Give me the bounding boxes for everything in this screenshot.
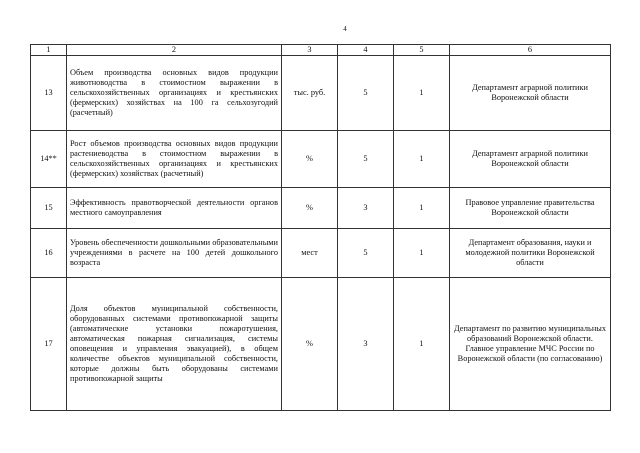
- indicator-text: Доля объектов муниципальной собственности, оборудованных системами противопожарной защиты (автоматические установки пожаротушения, автоматическая пожарная сигнализация, системы оповещения и управления эвакуацией), в общем количестве объектов муниципальной собственности, которые должны быть оборудованы системами противопожарной защиты: [67, 278, 282, 411]
- table-row: [31, 131, 611, 188]
- column-4-value: 3: [338, 188, 394, 229]
- table-row: [31, 278, 611, 411]
- indicator-text: Эффективность правотворческой деятельности органов местного самоуправления: [67, 188, 282, 229]
- header-cell: 4: [338, 45, 394, 56]
- unit-cell: %: [282, 188, 338, 229]
- row-number: 15: [31, 188, 67, 229]
- column-4-value: 5: [338, 229, 394, 278]
- responsible-department: Департамент образования, науки и молодежной политики Воронежской области: [450, 229, 611, 278]
- header-cell: 6: [450, 45, 611, 56]
- table-row: [31, 229, 611, 278]
- unit-cell: %: [282, 131, 338, 188]
- column-5-value: 1: [394, 56, 450, 131]
- header-cell: 2: [67, 45, 282, 56]
- row-number: 17: [31, 278, 67, 411]
- table-row: [31, 56, 611, 131]
- column-5-value: 1: [394, 278, 450, 411]
- responsible-department: Департамент по развитию муниципальных образований Воронежской области. Главное управление МЧС России по Воронежской области (по согласованию): [450, 278, 611, 411]
- row-number: 16: [31, 229, 67, 278]
- row-number: 13: [31, 56, 67, 131]
- table-row: [31, 188, 611, 229]
- responsible-department: Правовое управление правительства Воронежской области: [450, 188, 611, 229]
- column-5-value: 1: [394, 131, 450, 188]
- column-4-value: 5: [338, 131, 394, 188]
- row-number: 14**: [31, 131, 67, 188]
- header-cell: 5: [394, 45, 450, 56]
- column-5-value: 1: [394, 188, 450, 229]
- header-cell: 1: [31, 45, 67, 56]
- indicator-text: Объем производства основных видов продукции животноводства в стоимостном выражении в сельскохозяйственных организациях и крестьянских (фермерских) хозяйствах на 100 га сельхозугодий (расчетный): [67, 56, 282, 131]
- unit-cell: мест: [282, 229, 338, 278]
- header-cell: 3: [282, 45, 338, 56]
- column-4-value: 5: [338, 56, 394, 131]
- unit-cell: %: [282, 278, 338, 411]
- column-5-value: 1: [394, 229, 450, 278]
- unit-cell: тыс. руб.: [282, 56, 338, 131]
- column-4-value: 3: [338, 278, 394, 411]
- indicator-text: Уровень обеспеченности дошкольными образовательными учреждениями в расчете на 100 детей дошкольного возраста: [67, 229, 282, 278]
- table-header-row: [31, 45, 611, 56]
- responsible-department: Департамент аграрной политики Воронежской области: [450, 131, 611, 188]
- page-number: 4: [343, 25, 347, 33]
- responsible-department: Департамент аграрной политики Воронежской области: [450, 56, 611, 131]
- indicator-text: Рост объемов производства основных видов продукции растениеводства в стоимостном выражении в сельскохозяйственных организациях и крестьянских (фермерских) хозяйствах (расчетный): [67, 131, 282, 188]
- indicators-table: [30, 44, 611, 411]
